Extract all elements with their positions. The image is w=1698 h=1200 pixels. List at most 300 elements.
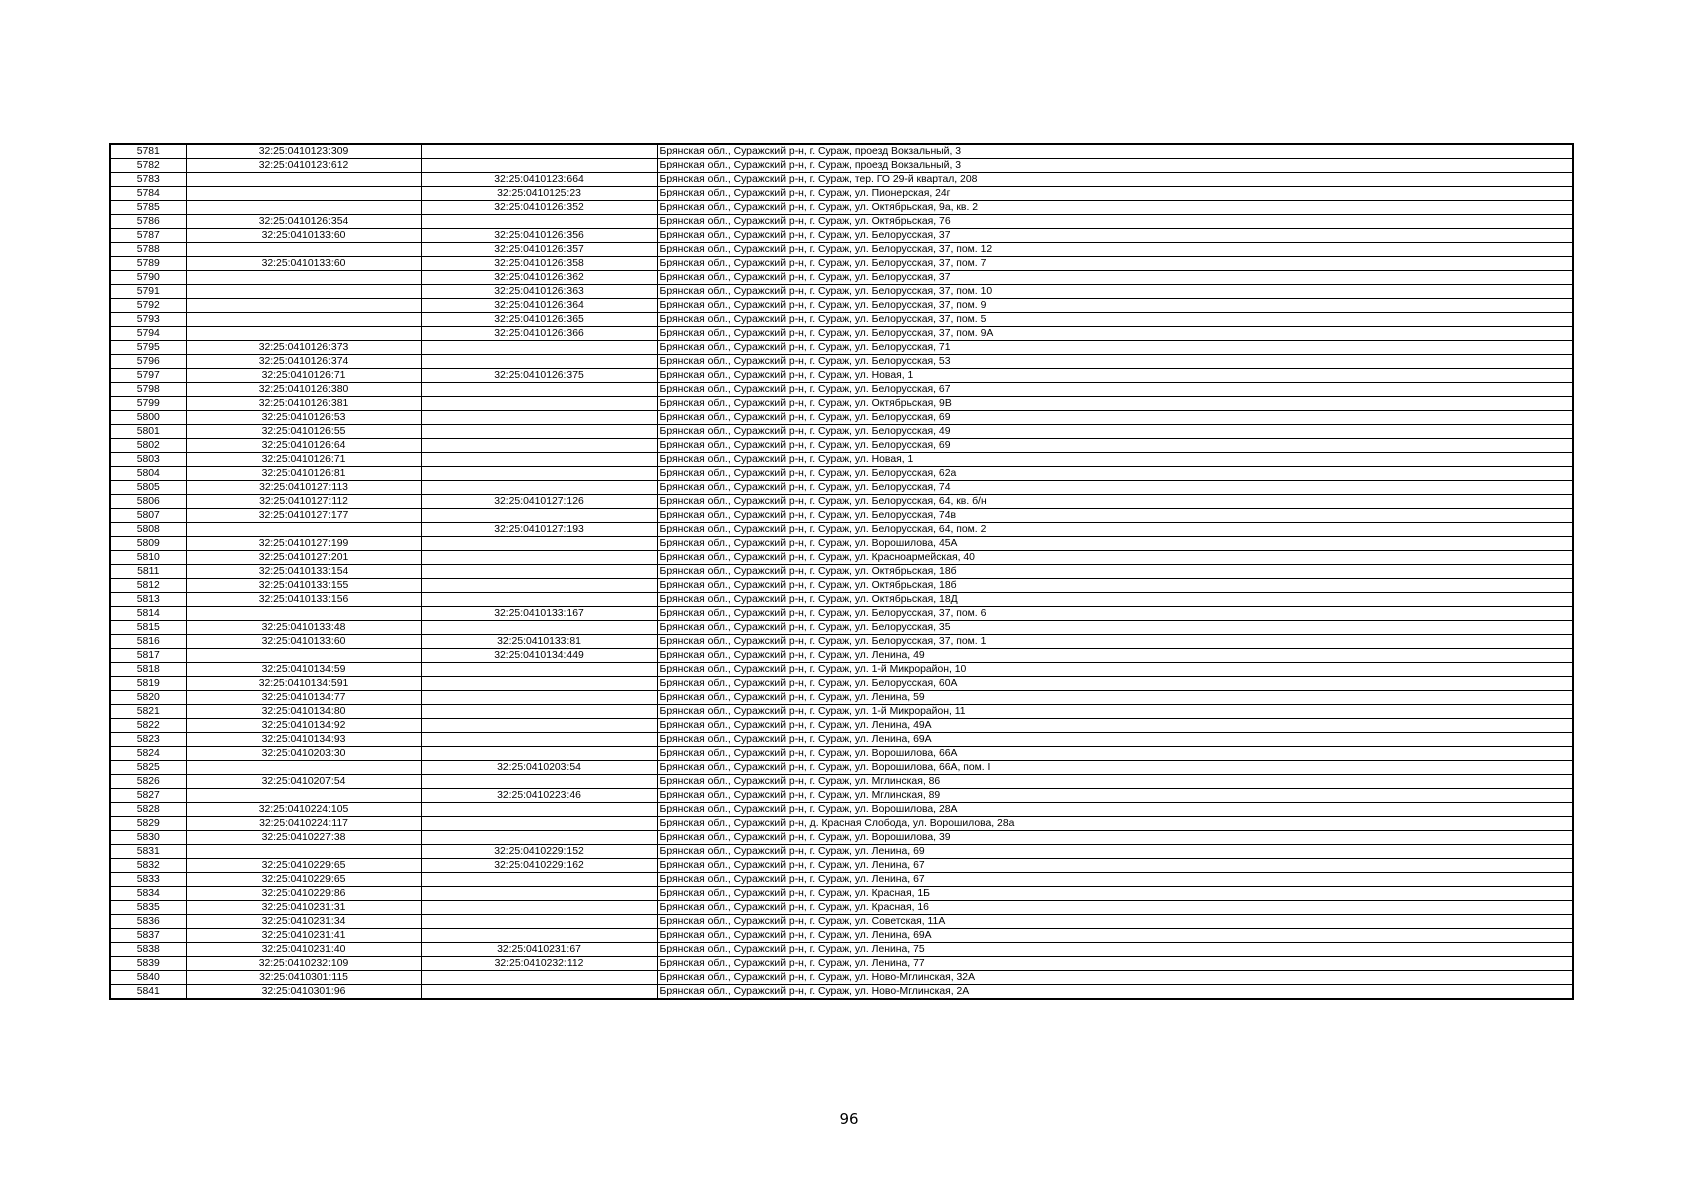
row-number-cell: 5785 xyxy=(110,201,186,215)
row-number-cell: 5798 xyxy=(110,383,186,397)
parent-cadastral-number-cell: 32:25:0410126:375 xyxy=(421,369,657,383)
table-row xyxy=(110,481,1573,495)
row-number-cell: 5812 xyxy=(110,579,186,593)
row-number-cell: 5805 xyxy=(110,481,186,495)
row-number-cell: 5797 xyxy=(110,369,186,383)
parent-cadastral-number-cell xyxy=(421,551,657,565)
address-cell: Брянская обл., Суражский р-н, г. Сураж, ул. Новая, 1 xyxy=(657,453,1573,467)
row-number-cell: 5820 xyxy=(110,691,186,705)
address-cell: Брянская обл., Суражский р-н, г. Сураж, тер. ГО 29-й квартал, 208 xyxy=(657,173,1573,187)
address-cell: Брянская обл., Суражский р-н, г. Сураж, ул. 1-й Микрорайон, 11 xyxy=(657,705,1573,719)
table-body xyxy=(110,144,1573,999)
address-cell: Брянская обл., Суражский р-н, д. Красная Слобода, ул. Ворошилова, 28а xyxy=(657,817,1573,831)
cadastral-number-cell: 32:25:0410127:199 xyxy=(186,537,421,551)
cadastral-number-cell: 32:25:0410203:30 xyxy=(186,747,421,761)
table-row xyxy=(110,747,1573,761)
cadastral-number-cell: 32:25:0410133:60 xyxy=(186,257,421,271)
parent-cadastral-number-cell xyxy=(421,887,657,901)
row-number-cell: 5800 xyxy=(110,411,186,425)
parent-cadastral-number-cell xyxy=(421,537,657,551)
row-number-cell: 5794 xyxy=(110,327,186,341)
address-cell: Брянская обл., Суражский р-н, г. Сураж, ул. Белорусская, 37, пом. 5 xyxy=(657,313,1573,327)
table-row xyxy=(110,467,1573,481)
cadastral-number-cell: 32:25:0410231:34 xyxy=(186,915,421,929)
cadastral-number-cell: 32:25:0410127:177 xyxy=(186,509,421,523)
cadastral-number-cell: 32:25:0410126:380 xyxy=(186,383,421,397)
table-row xyxy=(110,187,1573,201)
table-row xyxy=(110,495,1573,509)
parent-cadastral-number-cell: 32:25:0410126:365 xyxy=(421,313,657,327)
table-row xyxy=(110,299,1573,313)
cadastral-number-cell: 32:25:0410134:92 xyxy=(186,719,421,733)
cadastral-number-cell xyxy=(186,243,421,257)
table-row xyxy=(110,817,1573,831)
parent-cadastral-number-cell xyxy=(421,397,657,411)
cadastral-number-cell xyxy=(186,201,421,215)
table-row xyxy=(110,144,1573,159)
table-row xyxy=(110,537,1573,551)
table-row xyxy=(110,397,1573,411)
cadastral-number-cell: 32:25:0410134:59 xyxy=(186,663,421,677)
row-number-cell: 5835 xyxy=(110,901,186,915)
address-cell: Брянская обл., Суражский р-н, г. Сураж, ул. Ленина, 67 xyxy=(657,873,1573,887)
row-number-cell: 5806 xyxy=(110,495,186,509)
row-number-cell: 5782 xyxy=(110,159,186,173)
row-number-cell: 5790 xyxy=(110,271,186,285)
row-number-cell: 5827 xyxy=(110,789,186,803)
parent-cadastral-number-cell xyxy=(421,677,657,691)
cadastral-number-cell: 32:25:0410127:201 xyxy=(186,551,421,565)
row-number-cell: 5808 xyxy=(110,523,186,537)
table-row xyxy=(110,775,1573,789)
table-row xyxy=(110,159,1573,173)
cadastral-number-cell: 32:25:0410207:54 xyxy=(186,775,421,789)
row-number-cell: 5781 xyxy=(110,144,186,159)
table-row xyxy=(110,831,1573,845)
cadastral-number-cell xyxy=(186,285,421,299)
cadastral-number-cell xyxy=(186,649,421,663)
row-number-cell: 5825 xyxy=(110,761,186,775)
address-cell: Брянская обл., Суражский р-н, г. Сураж, ул. Советская, 11А xyxy=(657,915,1573,929)
table-row xyxy=(110,873,1573,887)
cadastral-number-cell: 32:25:0410231:31 xyxy=(186,901,421,915)
table-row xyxy=(110,453,1573,467)
address-cell: Брянская обл., Суражский р-н, г. Сураж, ул. Белорусская, 67 xyxy=(657,383,1573,397)
parent-cadastral-number-cell: 32:25:0410126:363 xyxy=(421,285,657,299)
parent-cadastral-number-cell: 32:25:0410134:449 xyxy=(421,649,657,663)
table-row xyxy=(110,733,1573,747)
row-number-cell: 5804 xyxy=(110,467,186,481)
row-number-cell: 5795 xyxy=(110,341,186,355)
address-cell: Брянская обл., Суражский р-н, г. Сураж, ул. Красноармейская, 40 xyxy=(657,551,1573,565)
cadastral-number-cell: 32:25:0410134:80 xyxy=(186,705,421,719)
table-row xyxy=(110,551,1573,565)
table-row xyxy=(110,271,1573,285)
row-number-cell: 5817 xyxy=(110,649,186,663)
cadastral-number-cell: 32:25:0410127:113 xyxy=(186,481,421,495)
cadastral-number-cell: 32:25:0410229:65 xyxy=(186,859,421,873)
cadastral-table xyxy=(109,143,1574,1000)
row-number-cell: 5791 xyxy=(110,285,186,299)
row-number-cell: 5784 xyxy=(110,187,186,201)
address-cell: Брянская обл., Суражский р-н, г. Сураж, ул. Белорусская, 37, пом. 9 xyxy=(657,299,1573,313)
cadastral-number-cell: 32:25:0410231:40 xyxy=(186,943,421,957)
address-cell: Брянская обл., Суражский р-н, г. Сураж, ул. Октябрьская, 9а, кв. 2 xyxy=(657,201,1573,215)
table-row xyxy=(110,789,1573,803)
address-cell: Брянская обл., Суражский р-н, г. Сураж, ул. Красная, 16 xyxy=(657,901,1573,915)
address-cell: Брянская обл., Суражский р-н, г. Сураж, ул. Белорусская, 64, пом. 2 xyxy=(657,523,1573,537)
row-number-cell: 5839 xyxy=(110,957,186,971)
table-row xyxy=(110,215,1573,229)
row-number-cell: 5815 xyxy=(110,621,186,635)
row-number-cell: 5792 xyxy=(110,299,186,313)
row-number-cell: 5824 xyxy=(110,747,186,761)
address-cell: Брянская обл., Суражский р-н, г. Сураж, ул. Белорусская, 74в xyxy=(657,509,1573,523)
row-number-cell: 5819 xyxy=(110,677,186,691)
row-number-cell: 5787 xyxy=(110,229,186,243)
cadastral-number-cell: 32:25:0410232:109 xyxy=(186,957,421,971)
table-row xyxy=(110,971,1573,985)
parent-cadastral-number-cell xyxy=(421,663,657,677)
parent-cadastral-number-cell: 32:25:0410126:358 xyxy=(421,257,657,271)
cadastral-number-cell: 32:25:0410133:154 xyxy=(186,565,421,579)
parent-cadastral-number-cell: 32:25:0410126:357 xyxy=(421,243,657,257)
parent-cadastral-number-cell: 32:25:0410126:362 xyxy=(421,271,657,285)
address-cell: Брянская обл., Суражский р-н, г. Сураж, ул. Ленина, 75 xyxy=(657,943,1573,957)
table-row xyxy=(110,579,1573,593)
cadastral-number-cell: 32:25:0410231:41 xyxy=(186,929,421,943)
table-row xyxy=(110,173,1573,187)
parent-cadastral-number-cell: 32:25:0410127:193 xyxy=(421,523,657,537)
page-number: 96 xyxy=(839,1110,859,1128)
row-number-cell: 5811 xyxy=(110,565,186,579)
parent-cadastral-number-cell xyxy=(421,775,657,789)
table-row xyxy=(110,313,1573,327)
address-cell: Брянская обл., Суражский р-н, г. Сураж, ул. Ново-Мглинская, 32А xyxy=(657,971,1573,985)
cadastral-number-cell: 32:25:0410126:53 xyxy=(186,411,421,425)
cadastral-number-cell: 32:25:0410224:105 xyxy=(186,803,421,817)
table-row xyxy=(110,663,1573,677)
table-row xyxy=(110,523,1573,537)
table-row xyxy=(110,887,1573,901)
parent-cadastral-number-cell xyxy=(421,719,657,733)
cadastral-number-cell xyxy=(186,789,421,803)
parent-cadastral-number-cell xyxy=(421,509,657,523)
cadastral-number-cell xyxy=(186,845,421,859)
cadastral-number-cell xyxy=(186,327,421,341)
row-number-cell: 5838 xyxy=(110,943,186,957)
parent-cadastral-number-cell xyxy=(421,901,657,915)
row-number-cell: 5807 xyxy=(110,509,186,523)
address-cell: Брянская обл., Суражский р-н, г. Сураж, ул. Ворошилова, 39 xyxy=(657,831,1573,845)
address-cell: Брянская обл., Суражский р-н, г. Сураж, ул. Ленина, 69А xyxy=(657,733,1573,747)
parent-cadastral-number-cell: 32:25:0410125:23 xyxy=(421,187,657,201)
cadastral-number-cell: 32:25:0410133:48 xyxy=(186,621,421,635)
cadastral-number-cell: 32:25:0410133:156 xyxy=(186,593,421,607)
address-cell: Брянская обл., Суражский р-н, г. Сураж, ул. Белорусская, 37, пом. 6 xyxy=(657,607,1573,621)
row-number-cell: 5834 xyxy=(110,887,186,901)
address-cell: Брянская обл., Суражский р-н, г. Сураж, ул. Октябрьская, 18Д xyxy=(657,593,1573,607)
parent-cadastral-number-cell: 32:25:0410133:167 xyxy=(421,607,657,621)
parent-cadastral-number-cell xyxy=(421,691,657,705)
parent-cadastral-number-cell: 32:25:0410126:352 xyxy=(421,201,657,215)
table-row xyxy=(110,677,1573,691)
cadastral-number-cell xyxy=(186,761,421,775)
cadastral-number-cell xyxy=(186,173,421,187)
cadastral-number-cell: 32:25:0410126:81 xyxy=(186,467,421,481)
parent-cadastral-number-cell xyxy=(421,929,657,943)
parent-cadastral-number-cell xyxy=(421,733,657,747)
cadastral-number-cell: 32:25:0410229:65 xyxy=(186,873,421,887)
table-row xyxy=(110,383,1573,397)
address-cell: Брянская обл., Суражский р-н, г. Сураж, ул. Белорусская, 37, пом. 9А xyxy=(657,327,1573,341)
row-number-cell: 5831 xyxy=(110,845,186,859)
table-row xyxy=(110,943,1573,957)
address-cell: Брянская обл., Суражский р-н, г. Сураж, ул. Ленина, 77 xyxy=(657,957,1573,971)
parent-cadastral-number-cell: 32:25:0410126:366 xyxy=(421,327,657,341)
parent-cadastral-number-cell xyxy=(421,425,657,439)
address-cell: Брянская обл., Суражский р-н, г. Сураж, ул. Новая, 1 xyxy=(657,369,1573,383)
cadastral-number-cell: 32:25:0410134:93 xyxy=(186,733,421,747)
table-row xyxy=(110,509,1573,523)
parent-cadastral-number-cell xyxy=(421,803,657,817)
address-cell: Брянская обл., Суражский р-н, г. Сураж, ул. Ленина, 69 xyxy=(657,845,1573,859)
address-cell: Брянская обл., Суражский р-н, г. Сураж, ул. Ленина, 67 xyxy=(657,859,1573,873)
parent-cadastral-number-cell: 32:25:0410223:46 xyxy=(421,789,657,803)
row-number-cell: 5801 xyxy=(110,425,186,439)
cadastral-number-cell: 32:25:0410224:117 xyxy=(186,817,421,831)
address-cell: Брянская обл., Суражский р-н, г. Сураж, ул. Ворошилова, 66А, пом. I xyxy=(657,761,1573,775)
address-cell: Брянская обл., Суражский р-н, г. Сураж, ул. Ворошилова, 28А xyxy=(657,803,1573,817)
table-row xyxy=(110,243,1573,257)
address-cell: Брянская обл., Суражский р-н, г. Сураж, проезд Вокзальный, 3 xyxy=(657,159,1573,173)
table-row xyxy=(110,803,1573,817)
address-cell: Брянская обл., Суражский р-н, г. Сураж, ул. Пионерская, 24г xyxy=(657,187,1573,201)
table-row xyxy=(110,327,1573,341)
table-row xyxy=(110,845,1573,859)
parent-cadastral-number-cell xyxy=(421,593,657,607)
row-number-cell: 5803 xyxy=(110,453,186,467)
cadastral-number-cell xyxy=(186,607,421,621)
table-row xyxy=(110,705,1573,719)
row-number-cell: 5833 xyxy=(110,873,186,887)
table-row xyxy=(110,957,1573,971)
address-cell: Брянская обл., Суражский р-н, г. Сураж, ул. Белорусская, 49 xyxy=(657,425,1573,439)
table-row xyxy=(110,341,1573,355)
table-row xyxy=(110,411,1573,425)
cadastral-number-cell: 32:25:0410227:38 xyxy=(186,831,421,845)
address-cell: Брянская обл., Суражский р-н, г. Сураж, ул. Белорусская, 64, кв. б/н xyxy=(657,495,1573,509)
parent-cadastral-number-cell xyxy=(421,747,657,761)
parent-cadastral-number-cell xyxy=(421,215,657,229)
address-cell: Брянская обл., Суражский р-н, г. Сураж, ул. Белорусская, 53 xyxy=(657,355,1573,369)
parent-cadastral-number-cell xyxy=(421,579,657,593)
row-number-cell: 5822 xyxy=(110,719,186,733)
row-number-cell: 5830 xyxy=(110,831,186,845)
cadastral-number-cell: 32:25:0410301:96 xyxy=(186,985,421,1000)
address-cell: Брянская обл., Суражский р-н, г. Сураж, ул. Белорусская, 37, пом. 7 xyxy=(657,257,1573,271)
parent-cadastral-number-cell: 32:25:0410126:356 xyxy=(421,229,657,243)
address-cell: Брянская обл., Суражский р-н, г. Сураж, ул. Белорусская, 74 xyxy=(657,481,1573,495)
row-number-cell: 5829 xyxy=(110,817,186,831)
cadastral-number-cell: 32:25:0410126:71 xyxy=(186,369,421,383)
cadastral-number-cell: 32:25:0410126:71 xyxy=(186,453,421,467)
address-cell: Брянская обл., Суражский р-н, г. Сураж, ул. Ленина, 69А xyxy=(657,929,1573,943)
cadastral-number-cell: 32:25:0410126:374 xyxy=(186,355,421,369)
parent-cadastral-number-cell xyxy=(421,453,657,467)
parent-cadastral-number-cell: 32:25:0410203:54 xyxy=(421,761,657,775)
cadastral-number-cell: 32:25:0410134:77 xyxy=(186,691,421,705)
address-cell: Брянская обл., Суражский р-н, г. Сураж, ул. 1-й Микрорайон, 10 xyxy=(657,663,1573,677)
address-cell: Брянская обл., Суражский р-н, г. Сураж, ул. Ворошилова, 45А xyxy=(657,537,1573,551)
address-cell: Брянская обл., Суражский р-н, г. Сураж, ул. Белорусская, 37, пом. 1 xyxy=(657,635,1573,649)
table-row xyxy=(110,593,1573,607)
parent-cadastral-number-cell xyxy=(421,411,657,425)
parent-cadastral-number-cell xyxy=(421,481,657,495)
parent-cadastral-number-cell xyxy=(421,355,657,369)
parent-cadastral-number-cell xyxy=(421,817,657,831)
parent-cadastral-number-cell xyxy=(421,341,657,355)
address-cell: Брянская обл., Суражский р-н, г. Сураж, ул. Белорусская, 60А xyxy=(657,677,1573,691)
parent-cadastral-number-cell xyxy=(421,565,657,579)
parent-cadastral-number-cell xyxy=(421,705,657,719)
cadastral-number-cell: 32:25:0410301:115 xyxy=(186,971,421,985)
parent-cadastral-number-cell: 32:25:0410126:364 xyxy=(421,299,657,313)
parent-cadastral-number-cell xyxy=(421,971,657,985)
address-cell: Брянская обл., Суражский р-н, г. Сураж, ул. Ново-Мглинская, 2А xyxy=(657,985,1573,1000)
cadastral-number-cell: 32:25:0410133:155 xyxy=(186,579,421,593)
address-cell: Брянская обл., Суражский р-н, г. Сураж, ул. Октябрьская, 18б xyxy=(657,565,1573,579)
cadastral-number-cell: 32:25:0410126:381 xyxy=(186,397,421,411)
address-cell: Брянская обл., Суражский р-н, г. Сураж, ул. Белорусская, 37, пом. 12 xyxy=(657,243,1573,257)
address-cell: Брянская обл., Суражский р-н, г. Сураж, ул. Мглинская, 89 xyxy=(657,789,1573,803)
cadastral-number-cell: 32:25:0410133:60 xyxy=(186,635,421,649)
cadastral-number-cell: 32:25:0410123:612 xyxy=(186,159,421,173)
row-number-cell: 5783 xyxy=(110,173,186,187)
row-number-cell: 5826 xyxy=(110,775,186,789)
address-cell: Брянская обл., Суражский р-н, г. Сураж, ул. Мглинская, 86 xyxy=(657,775,1573,789)
cadastral-number-cell xyxy=(186,187,421,201)
row-number-cell: 5810 xyxy=(110,551,186,565)
row-number-cell: 5818 xyxy=(110,663,186,677)
address-cell: Брянская обл., Суражский р-н, г. Сураж, ул. Белорусская, 37, пом. 10 xyxy=(657,285,1573,299)
address-cell: Брянская обл., Суражский р-н, г. Сураж, ул. Ленина, 59 xyxy=(657,691,1573,705)
cadastral-number-cell: 32:25:0410127:112 xyxy=(186,495,421,509)
cadastral-number-cell xyxy=(186,313,421,327)
table-row xyxy=(110,691,1573,705)
row-number-cell: 5832 xyxy=(110,859,186,873)
table-row xyxy=(110,901,1573,915)
address-cell: Брянская обл., Суражский р-н, г. Сураж, ул. Белорусская, 69 xyxy=(657,411,1573,425)
address-cell: Брянская обл., Суражский р-н, г. Сураж, ул. Ворошилова, 66А xyxy=(657,747,1573,761)
table-row xyxy=(110,607,1573,621)
address-cell: Брянская обл., Суражский р-н, г. Сураж, ул. Белорусская, 35 xyxy=(657,621,1573,635)
cadastral-number-cell: 32:25:0410126:55 xyxy=(186,425,421,439)
row-number-cell: 5799 xyxy=(110,397,186,411)
table-row xyxy=(110,985,1573,1000)
cadastral-number-cell xyxy=(186,299,421,313)
cadastral-number-cell: 32:25:0410126:373 xyxy=(186,341,421,355)
cadastral-number-cell: 32:25:0410123:309 xyxy=(186,144,421,159)
address-cell: Брянская обл., Суражский р-н, г. Сураж, ул. Октябрьская, 18б xyxy=(657,579,1573,593)
parent-cadastral-number-cell xyxy=(421,985,657,1000)
cadastral-number-cell: 32:25:0410126:64 xyxy=(186,439,421,453)
address-cell: Брянская обл., Суражский р-н, г. Сураж, ул. Октябрьская, 9В xyxy=(657,397,1573,411)
parent-cadastral-number-cell xyxy=(421,467,657,481)
row-number-cell: 5793 xyxy=(110,313,186,327)
cadastral-number-cell xyxy=(186,271,421,285)
table-row xyxy=(110,929,1573,943)
row-number-cell: 5789 xyxy=(110,257,186,271)
row-number-cell: 5821 xyxy=(110,705,186,719)
parent-cadastral-number-cell xyxy=(421,144,657,159)
parent-cadastral-number-cell xyxy=(421,159,657,173)
table-row xyxy=(110,621,1573,635)
row-number-cell: 5813 xyxy=(110,593,186,607)
row-number-cell: 5796 xyxy=(110,355,186,369)
address-cell: Брянская обл., Суражский р-н, г. Сураж, ул. Октябрьская, 76 xyxy=(657,215,1573,229)
parent-cadastral-number-cell xyxy=(421,383,657,397)
row-number-cell: 5841 xyxy=(110,985,186,1000)
address-cell: Брянская обл., Суражский р-н, г. Сураж, ул. Красная, 1Б xyxy=(657,887,1573,901)
table-row xyxy=(110,719,1573,733)
parent-cadastral-number-cell xyxy=(421,439,657,453)
cadastral-number-cell: 32:25:0410133:60 xyxy=(186,229,421,243)
row-number-cell: 5786 xyxy=(110,215,186,229)
table-row xyxy=(110,369,1573,383)
row-number-cell: 5816 xyxy=(110,635,186,649)
parent-cadastral-number-cell xyxy=(421,831,657,845)
table-row xyxy=(110,355,1573,369)
table-row xyxy=(110,425,1573,439)
cadastral-number-cell xyxy=(186,523,421,537)
parent-cadastral-number-cell: 32:25:0410231:67 xyxy=(421,943,657,957)
address-cell: Брянская обл., Суражский р-н, г. Сураж, ул. Ленина, 49 xyxy=(657,649,1573,663)
address-cell: Брянская обл., Суражский р-н, г. Сураж, ул. Белорусская, 62а xyxy=(657,467,1573,481)
table-row xyxy=(110,285,1573,299)
parent-cadastral-number-cell: 32:25:0410123:664 xyxy=(421,173,657,187)
address-cell: Брянская обл., Суражский р-н, г. Сураж, ул. Белорусская, 37 xyxy=(657,229,1573,243)
row-number-cell: 5809 xyxy=(110,537,186,551)
row-number-cell: 5836 xyxy=(110,915,186,929)
parent-cadastral-number-cell: 32:25:0410229:152 xyxy=(421,845,657,859)
table-row xyxy=(110,649,1573,663)
parent-cadastral-number-cell xyxy=(421,621,657,635)
row-number-cell: 5802 xyxy=(110,439,186,453)
address-cell: Брянская обл., Суражский р-н, г. Сураж, ул. Белорусская, 37 xyxy=(657,271,1573,285)
parent-cadastral-number-cell xyxy=(421,873,657,887)
parent-cadastral-number-cell: 32:25:0410133:81 xyxy=(421,635,657,649)
row-number-cell: 5823 xyxy=(110,733,186,747)
parent-cadastral-number-cell: 32:25:0410127:126 xyxy=(421,495,657,509)
table-row xyxy=(110,201,1573,215)
parent-cadastral-number-cell: 32:25:0410232:112 xyxy=(421,957,657,971)
cadastral-number-cell: 32:25:0410134:591 xyxy=(186,677,421,691)
row-number-cell: 5814 xyxy=(110,607,186,621)
cadastral-number-cell: 32:25:0410229:86 xyxy=(186,887,421,901)
row-number-cell: 5788 xyxy=(110,243,186,257)
table-row xyxy=(110,229,1573,243)
row-number-cell: 5828 xyxy=(110,803,186,817)
table-row xyxy=(110,439,1573,453)
address-cell: Брянская обл., Суражский р-н, г. Сураж, проезд Вокзальный, 3 xyxy=(657,144,1573,159)
table-row xyxy=(110,257,1573,271)
address-cell: Брянская обл., Суражский р-н, г. Сураж, ул. Белорусская, 71 xyxy=(657,341,1573,355)
parent-cadastral-number-cell: 32:25:0410229:162 xyxy=(421,859,657,873)
table-row xyxy=(110,635,1573,649)
row-number-cell: 5837 xyxy=(110,929,186,943)
row-number-cell: 5840 xyxy=(110,971,186,985)
